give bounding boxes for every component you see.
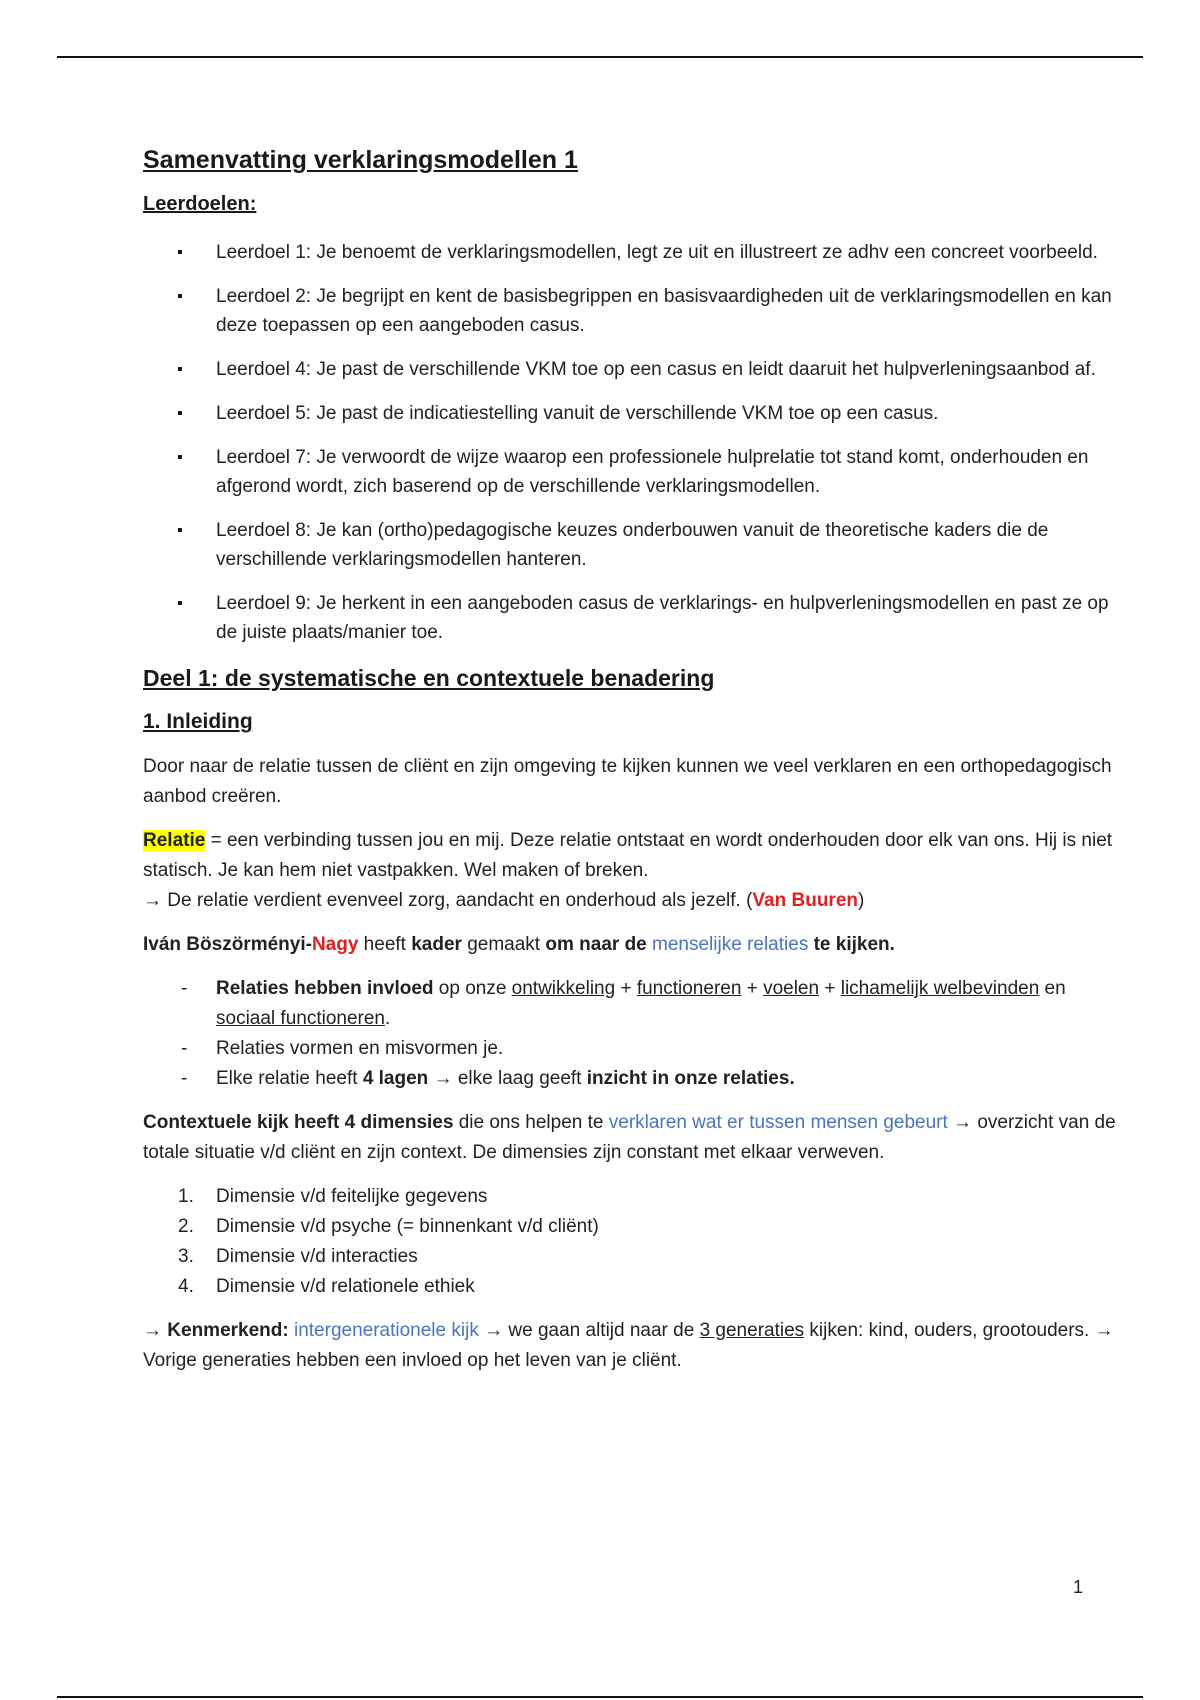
list-item (143, 1242, 1123, 1272)
relatie-term: Relatie (143, 830, 206, 851)
document-title: Samenvatting verklaringsmodellen 1 (143, 146, 578, 174)
footer-rule (57, 1696, 1143, 1698)
goals-list (143, 238, 1123, 647)
nagy-text-bold: om naar de (545, 934, 653, 955)
nagy-text: heeft (358, 934, 412, 955)
term-ontwikkeling: ontwikkeling (511, 978, 616, 999)
kenmerkend-blue: intergenerationele kijk (293, 1320, 479, 1341)
list-item (143, 1064, 1123, 1094)
plus-sign: + (615, 978, 637, 999)
context-blue: verklaren wat er tussen mensen gebeurt (608, 1112, 948, 1133)
dimension-text: Dimensie v/d psyche (= binnenkant v/d cliënt) (216, 1216, 599, 1237)
term-3-generaties: 3 generaties (699, 1320, 805, 1341)
goals-heading: Leerdoelen: (143, 193, 257, 215)
relatie-arrow-text: → De relatie verdient evenveel zorg, aandacht en onderhoud als jezelf. ( (143, 890, 753, 911)
bullet-text: en (1039, 978, 1066, 999)
term-sociaal-functioneren: sociaal functioneren (216, 1008, 385, 1029)
nagy-text: gemaakt (461, 934, 546, 955)
list-number: 3. (178, 1246, 194, 1267)
list-item (143, 974, 1123, 1034)
nagy-paragraph (143, 930, 1123, 960)
bullet-bold: 4 lagen (362, 1068, 429, 1089)
list-item (143, 1182, 1123, 1212)
nagy-name-a: Iván Böszörményi- (143, 934, 312, 955)
bullet-text: Elke relatie heeft (216, 1068, 363, 1089)
list-item (143, 1212, 1123, 1242)
goal-item: ▪ Leerdoel 5: Je past de indicatiestelling vanuit de verschillende VKM toe op een casus. (143, 399, 1123, 428)
bullet-text: . (385, 1008, 391, 1029)
goal-item: ▪ Leerdoel 9: Je herkent in een aangeboden casus de verklarings- en hulpverleningsmodellen en past ze op de juiste plaats/manier toe. (143, 589, 1123, 647)
term-lichamelijk-welbevinden: lichamelijk welbevinden (840, 978, 1040, 999)
dimension-text: Dimensie v/d interacties (216, 1246, 418, 1267)
header-rule (57, 56, 1143, 58)
bullet-text: op onze (433, 978, 512, 999)
goal-item: ▪ Leerdoel 7: Je verwoordt de wijze waarop een professionele hulprelatie tot stand komt, onderhouden en afgerond wordt, zich baserend op de verschillende verklaringsmodellen. (143, 443, 1123, 501)
document-body (143, 140, 1123, 1390)
page-number: 1 (1073, 1577, 1084, 1597)
nagy-kader: kader (411, 934, 462, 955)
bullet-bold: Relaties hebben invloed (216, 978, 434, 999)
kenmerkend-label: → Kenmerkend: (143, 1320, 289, 1341)
list-number: 1. (178, 1186, 194, 1207)
context-paragraph (143, 1108, 1123, 1168)
list-item (143, 1272, 1123, 1302)
relations-list (143, 974, 1123, 1094)
dimensions-list (143, 1182, 1123, 1302)
relatie-paragraph (143, 826, 1123, 916)
kenmerkend-paragraph (143, 1316, 1123, 1376)
part-heading: Deel 1: de systematische en contextuele benadering (143, 665, 715, 691)
context-bold: Contextuele kijk heeft 4 dimensies (143, 1112, 454, 1133)
nagy-menselijke-relaties: menselijke relaties (652, 934, 809, 955)
plus-sign: + (819, 978, 841, 999)
term-functioneren: functioneren (636, 978, 742, 999)
plus-sign: + (741, 978, 764, 999)
relatie-source: Van Buuren (752, 890, 858, 911)
list-number: 4. (178, 1276, 194, 1297)
goal-item: ▪ Leerdoel 4: Je past de verschillende VKM toe op een casus en leidt daaruit het hulpverleningsaanbod af. (143, 355, 1123, 384)
section-heading: 1. Inleiding (143, 710, 253, 733)
bullet-bold: inzicht in onze relaties. (586, 1068, 795, 1089)
nagy-text-bold: te kijken. (808, 934, 895, 955)
goal-item: ▪ Leerdoel 1: Je benoemt de verklaringsmodellen, legt ze uit en illustreert ze adhv een concreet voorbeeld. (143, 238, 1123, 267)
dimension-text: Dimensie v/d feitelijke gegevens (216, 1186, 488, 1207)
relatie-close: ) (858, 890, 865, 911)
relatie-definition: = een verbinding tussen jou en mij. Deze relatie ontstaat en wordt onderhouden door elk van ons. Hij is niet statisch. Je kan hem niet vastpakken. Wel maken of breken. (143, 830, 1113, 881)
goal-item: ▪ Leerdoel 2: Je begrijpt en kent de basisbegrippen en basisvaardigheden uit de verklaringsmodellen en kan deze toepassen op een aangeboden casus. (143, 282, 1123, 340)
term-voelen: voelen (763, 978, 820, 999)
bullet-text: → elke laag geeft (428, 1068, 587, 1089)
context-text: die ons helpen te (453, 1112, 609, 1133)
context-text: → overzicht van de totale situatie v/d cliënt en zijn context. De dimensies zijn constant met elkaar verweven. (143, 1112, 1116, 1163)
kenmerkend-text: → we gaan altijd naar de (478, 1320, 700, 1341)
intro-paragraph: Door naar de relatie tussen de cliënt en zijn omgeving te kijken kunnen we veel verklaren en een orthopedagogisch aanbod creëren. (143, 756, 1112, 807)
list-number: 2. (178, 1216, 194, 1237)
goal-item: ▪ Leerdoel 8: Je kan (ortho)pedagogische keuzes onderbouwen vanuit de theoretische kaders die de verschillende verklaringsmodellen hanteren. (143, 516, 1123, 574)
list-item: - Relaties vormen en misvormen je. (143, 1034, 1123, 1064)
kenmerkend-text: kijken: kind, ouders, grootouders. → Vorige generaties hebben een invloed op het leven van je cliënt. (143, 1320, 1114, 1371)
dimension-text: Dimensie v/d relationele ethiek (216, 1276, 475, 1297)
nagy-name-b: Nagy (311, 934, 359, 955)
